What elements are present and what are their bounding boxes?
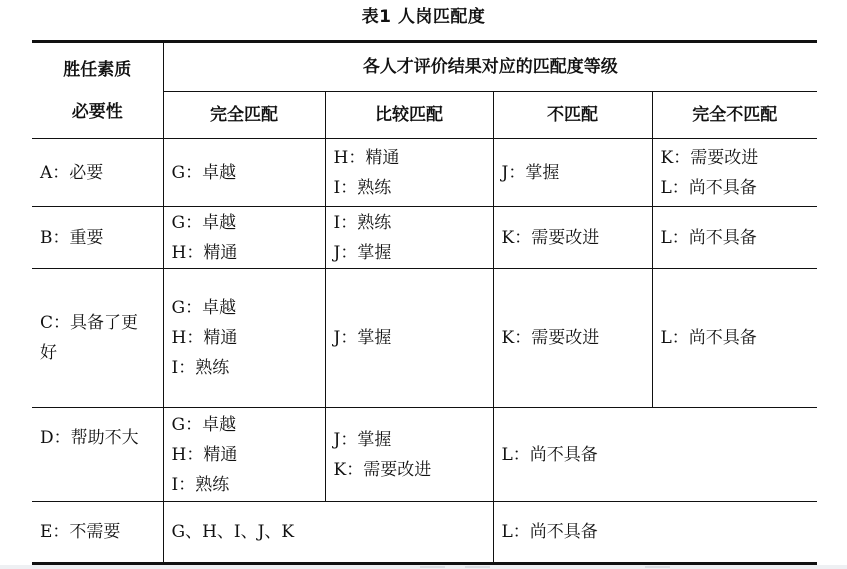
- cell-line: K：需要改进: [660, 147, 759, 168]
- row-label: [32, 269, 163, 408]
- cell-line: J：掌握: [333, 429, 392, 450]
- cell-line: J：掌握: [333, 242, 392, 263]
- table-cell: [163, 207, 325, 269]
- column-header-full-match: 完全匹配: [163, 92, 325, 139]
- table-cell: [493, 207, 652, 269]
- cell-line: G、H、I、J、K: [171, 521, 295, 542]
- table-cell: [325, 408, 493, 502]
- row-label: B：重要: [32, 207, 163, 269]
- cell-line: K：需要改进: [501, 328, 600, 348]
- cell-line: L：尚不具备: [660, 177, 757, 198]
- decorative-mark: [420, 566, 445, 568]
- page-bottom-strip: [0, 565, 847, 569]
- person-job-match-table: [32, 40, 817, 566]
- cell-line: I：熟练: [171, 358, 230, 378]
- row-label: E：不需要: [32, 502, 163, 564]
- table-row: [32, 207, 817, 269]
- cell-line: G：卓越: [171, 414, 237, 435]
- cell-line: H：精通: [333, 147, 400, 168]
- cell-line: L：尚不具备: [501, 521, 598, 542]
- table-cell: [652, 207, 817, 269]
- cell-line: K：需要改进: [333, 459, 432, 480]
- row-label-line: 好: [40, 343, 57, 363]
- cell-line: H：精通: [171, 242, 238, 263]
- cell-line: L：尚不具备: [660, 328, 757, 348]
- table-cell: [163, 139, 325, 207]
- table-cell: [163, 408, 325, 502]
- cell-line: I：熟练: [171, 474, 230, 495]
- table-cell: [493, 139, 652, 207]
- decorative-mark: [645, 566, 670, 568]
- column-header-fair-match: 比较匹配: [325, 92, 493, 139]
- table-cell-merged: [493, 502, 817, 564]
- cell-line: G：卓越: [171, 298, 237, 318]
- table-row: [32, 269, 817, 408]
- cell-line: G：卓越: [171, 212, 237, 233]
- cell-line: K：需要改进: [501, 227, 600, 248]
- table-cell-merged: [493, 408, 817, 502]
- corner-header-line: 胜任素质: [63, 59, 132, 80]
- header-row-group: [32, 42, 817, 92]
- table-cell: [163, 269, 325, 408]
- row-label: D：帮助不大: [32, 408, 163, 502]
- table-cell: [493, 269, 652, 408]
- group-header-cell: 各人才评价结果对应的匹配度等级: [163, 42, 817, 92]
- cell-line: G：卓越: [171, 162, 237, 183]
- table-row: [32, 139, 817, 207]
- column-header-mismatch: 不匹配: [493, 92, 652, 139]
- table-caption: 表1 人岗匹配度: [361, 7, 486, 27]
- table-cell-merged: [163, 502, 493, 564]
- decorative-mark: [465, 566, 490, 568]
- corner-header-line: 必要性: [71, 101, 123, 122]
- table-row: [32, 408, 817, 502]
- table-cell: [325, 269, 493, 408]
- cell-line: I：熟练: [333, 212, 392, 233]
- cell-line: J：掌握: [501, 162, 560, 183]
- cell-line: I：熟练: [333, 177, 392, 198]
- row-label-line: C：具备了更: [40, 313, 139, 333]
- cell-line: H：精通: [171, 328, 238, 348]
- table-cell: [652, 269, 817, 408]
- cell-line: J：掌握: [333, 328, 392, 348]
- table-cell: [325, 139, 493, 207]
- table-cell: [652, 139, 817, 207]
- row-label: A：必要: [32, 139, 163, 207]
- cell-line: H：精通: [171, 444, 238, 465]
- table-cell: [325, 207, 493, 269]
- cell-line: L：尚不具备: [660, 227, 757, 248]
- corner-header-cell: [32, 42, 163, 139]
- column-header-full-mismatch: 完全不匹配: [652, 92, 817, 139]
- cell-line: L：尚不具备: [501, 444, 598, 465]
- table-row: [32, 502, 817, 564]
